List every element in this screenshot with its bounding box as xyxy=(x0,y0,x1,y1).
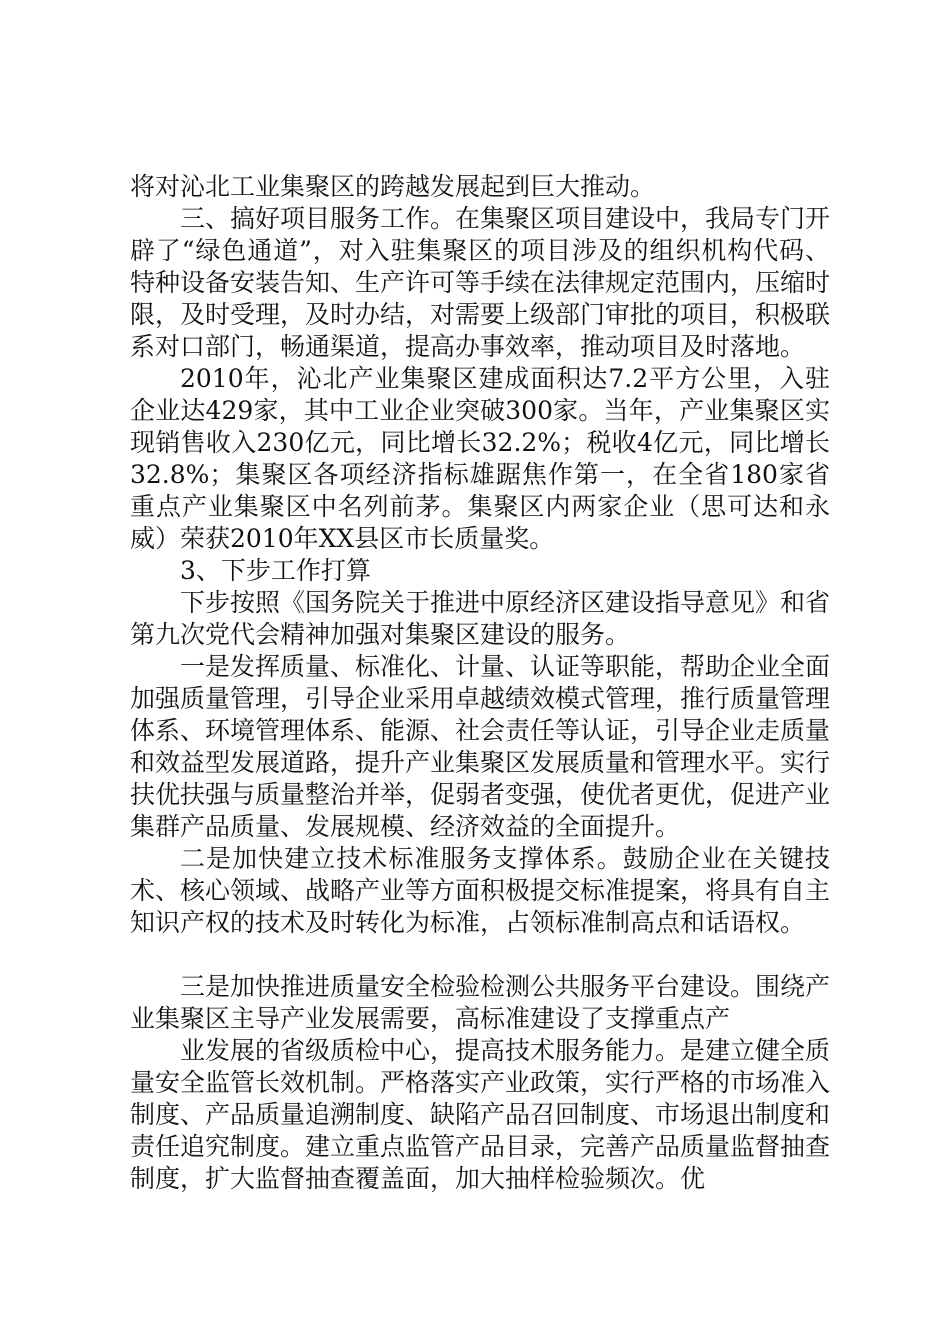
paragraph-1: 将对沁北工业集聚区的跨越发展起到巨大推动。 xyxy=(130,172,656,201)
paragraph-8: 业发展的省级质检中心，提高技术服务能力。是建立健全质量安全监管长效机制。严格落实产业政策，实行严格的市场准入制度、产品质量追溯制度、缺陷产品召回制度、市场退出制度和责任追究制度。建立重点监管产品目录，完善产品质量监督抽查制度，扩大监督抽查覆盖面，加大抽样检验频次。优 xyxy=(130,1036,831,1193)
paragraph-4: 下步按照《国务院关于推进中原经济区建设指导意见》和省第九次党代会精神加强对集聚区建设的服务。 xyxy=(130,588,831,649)
paragraph-6: 二是加快建立技术标准服务支撑体系。鼓励企业在关键技术、核心领域、战略产业等方面积极提交标准提案，将具有自主知识产权的技术及时转化为标准，占领标准制高点和话语权。 xyxy=(130,844,831,937)
paragraph-3: 2010年，沁北产业集聚区建成面积达7.2平方公里，入驻企业达429家，其中工业企业突破300家。当年，产业集聚区实现销售收入230亿元，同比增长32.2%；税收4亿元，同比增长32.8%；集聚区各项经济指标雄踞焦作第一，在全省180家省重点产业集聚区中名列前茅。集聚区内两家企业（思可达和永威）荣获2010年XX县区市长质量奖。 xyxy=(130,364,830,553)
document-body xyxy=(130,171,830,1195)
paragraph-7: 三是加快推进质量安全检验检测公共服务平台建设。围绕产业集聚区主导产业发展需要，高标准建设了支撑重点产 xyxy=(130,972,831,1033)
paragraph-gap xyxy=(130,939,830,971)
section-heading: 3、下步工作打算 xyxy=(180,556,371,585)
paragraph-5: 一是发挥质量、标准化、计量、认证等职能，帮助企业全面加强质量管理，引导企业采用卓越绩效模式管理，推行质量管理体系、环境管理体系、能源、社会责任等认证，引导企业走质量和效益型发展道路，提升产业集聚区发展质量和管理水平。实行扶优扶强与质量整治并举，促弱者变强，使优者更优，促进产业集群产品质量、发展规模、经济效益的全面提升。 xyxy=(130,652,831,841)
paragraph-2: 三、搞好项目服务工作。在集聚区项目建设中，我局专门开辟了“绿色通道”，对入驻集聚区的项目涉及的组织机构代码、特种设备安装告知、生产许可等手续在法律规定范围内，压缩时限，及时受理，及时办结，对需要上级部门审批的项目，积极联系对口部门，畅通渠道，提高办事效率，推动项目及时落地。 xyxy=(130,204,831,361)
